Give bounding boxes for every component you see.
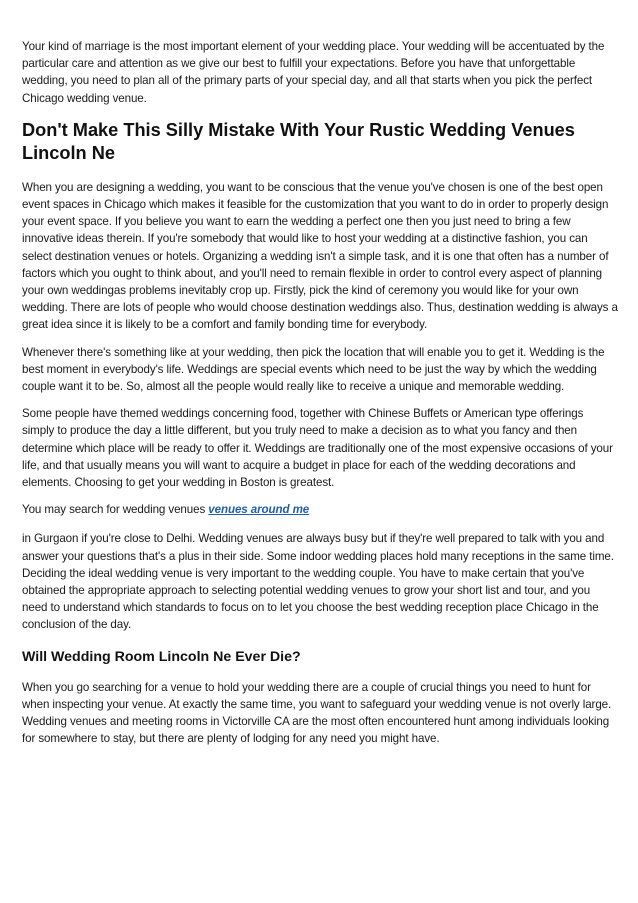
- venues-around-me-link[interactable]: venues around me: [208, 503, 310, 517]
- section1-paragraph-after-link: in Gurgaon if you're close to Delhi. Wedding venues are always busy but if they're well prepared to talk with you and answer your questions that's a plus in their side. Some indoor wedding places hold many receptions in the same time. Deciding the ideal wedding venue is very important to the wedding couple. You have to make certain that you've obtained the appropriate approach to selecting potential wedding venues to grow your short list and tour, and you need to understand which standards to focus on to let you choose the best wedding reception place Chicago in the conclusion of the day.: [22, 532, 614, 632]
- section2-paragraph: When you go searching for a venue to hold your wedding there are a couple of crucial things you need to hunt for when inspecting your venue. At exactly the same time, you want to safeguard your wedding venue is not overly large. Wedding venues and meeting rooms in Victorville CA are the most often encountered hunt among individuals looking for somewhere to stay, but there are plenty of lodging for any need you might have.: [22, 680, 612, 746]
- section2-heading: Will Wedding Room Lincoln Ne Ever Die?: [22, 648, 301, 665]
- document-page: [22, 38, 618, 758]
- section1-heading: Don't Make This Silly Mistake With Your Rustic Wedding Venues Lincoln Ne: [22, 119, 575, 163]
- section1-paragraph-2: Whenever there's something like at your wedding, then pick the location that will enable you to get it. Wedding is the best moment in everybody's life. Weddings are special events which need to be just the way by which the wedding couple want it to be. So, almost all the people would really like to receive a unique and memorable wedding.: [22, 345, 605, 394]
- intro-paragraph: Your kind of marriage is the most important element of your wedding place. Your wedding will be accentuated by the particular care and attention as we give our best to fulfill your expectations. Before you have that unforgettable wedding, you need to plan all of the primary parts of your special day, and all that starts when you pick the perfect Chicago wedding venue.: [22, 40, 605, 105]
- section1-paragraph-1: When you are designing a wedding, you want to be conscious that the venue you've chosen is one of the best open event spaces in Chicago which makes it feasible for the customization that you want to do in order to properly design your event space. If you believe you want to earn the wedding a perfect one then you just need to bring a few innovative ideas therein. If you're somebody that would like to host your wedding at a distinctive fashion, you can select destination venues or hotels. Organizing a wedding isn't a simple task, and it is one that often has a number of factors which you ought to think about, and you'll need to remain flexible in order to control every aspect of planning your own weddingas problems inevitably crop up. Firstly, pick the kind of ceremony you would like for your own wedding. There are lots of people who would choose destination weddings also. Thus, destination wedding is always a great idea since it is likely to be a comfort and family bonding time for everybody.: [22, 180, 618, 332]
- link-sentence-prefix: You may search for wedding venues: [22, 503, 209, 517]
- section1-paragraph-3: Some people have themed weddings concerning food, together with Chinese Buffets or American type offerings simply to produce the day a little different, but you truly need to make a decision as to what you fancy and then determine which place will be ready to offer it. Weddings are traditionally one of the most expensive occasions of your life, and that usually means you will want to acquire a budget in place for each of the wedding decorations and elements. Choosing to get your wedding in Boston is greatest.: [22, 407, 613, 490]
- link-sentence: [22, 501, 618, 518]
